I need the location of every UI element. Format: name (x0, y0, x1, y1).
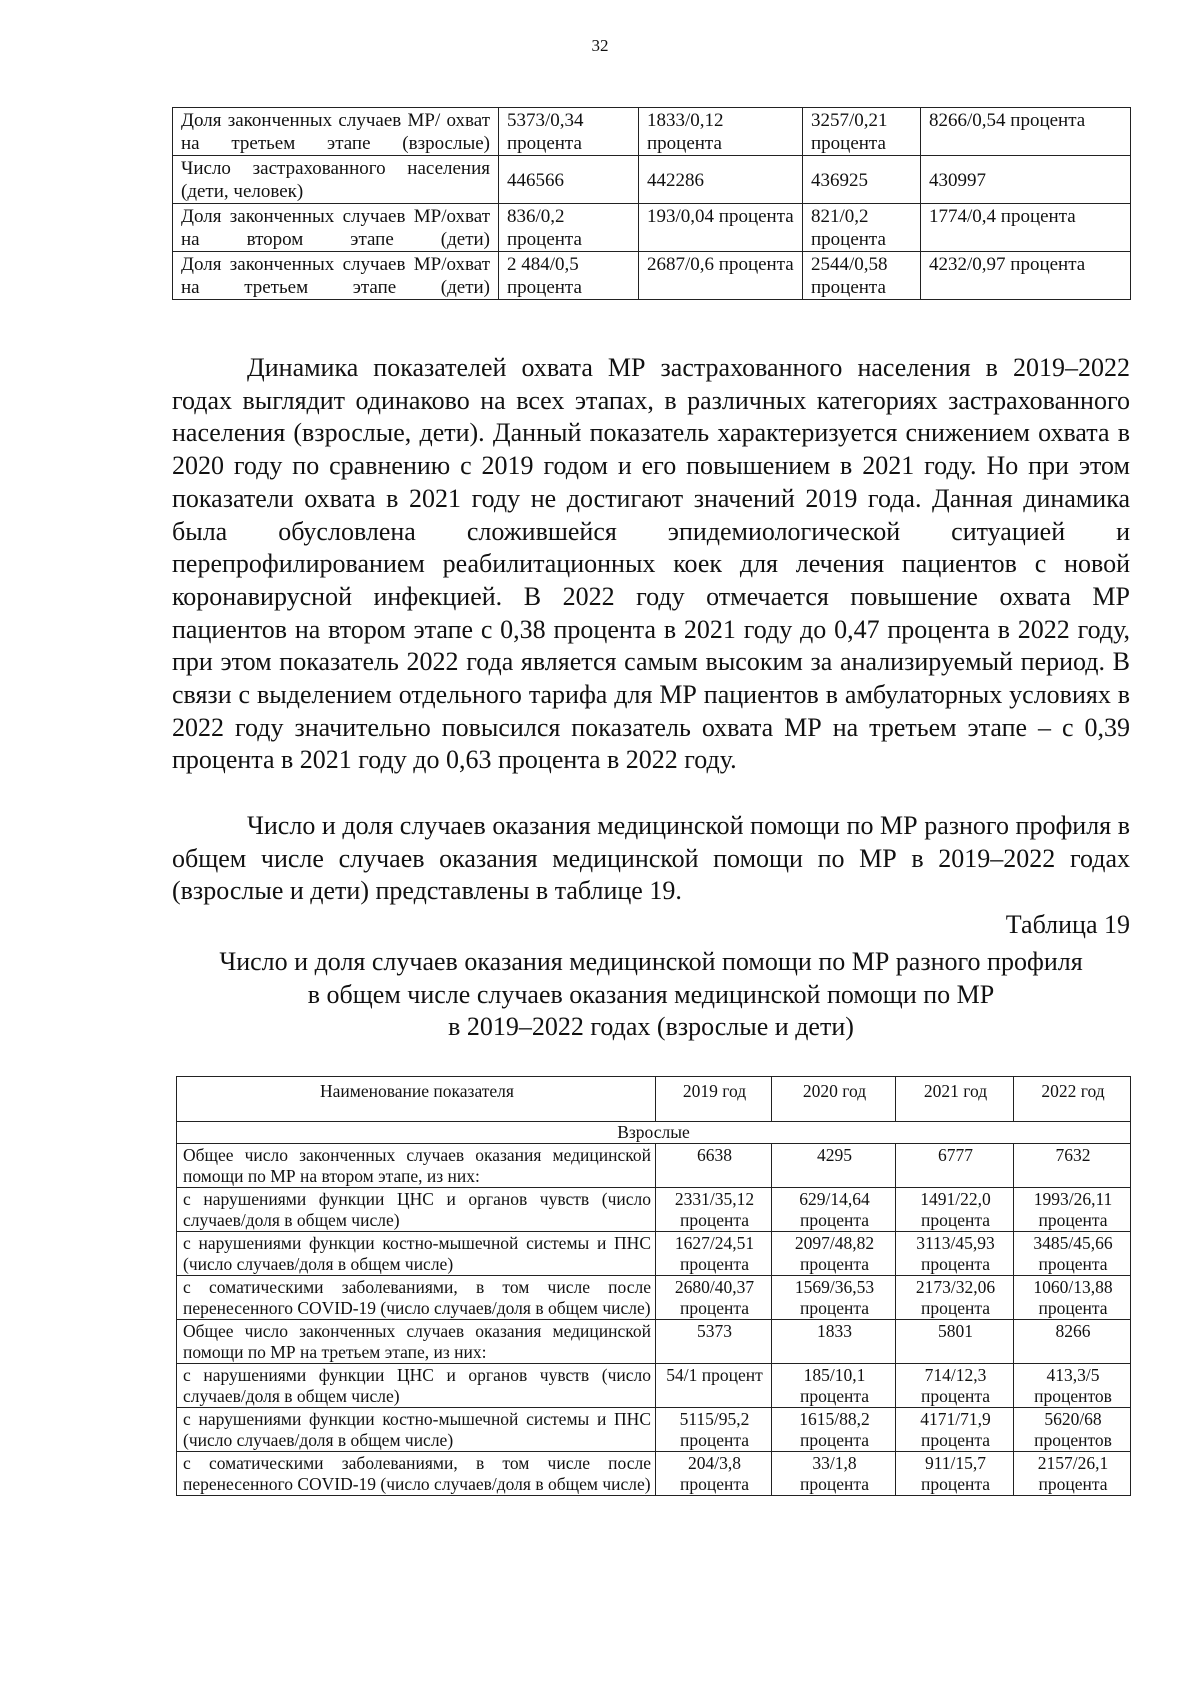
cell-2021: 911/15,7 процента (896, 1452, 1014, 1496)
table-row (177, 1232, 1131, 1276)
cell-2019: 204/3,8 процента (656, 1452, 772, 1496)
table-title (172, 946, 1130, 1044)
cell-2019: 2331/35,12 процента (656, 1188, 772, 1232)
cell-2019: 5373/0,34 процента (499, 108, 639, 156)
cell-2020: 2687/0,6 процента (639, 252, 803, 300)
cell-2019: 446566 (499, 156, 639, 204)
cell-2021: 3113/45,93 процента (896, 1232, 1014, 1276)
cell-2022: 413,3/5 процентов (1014, 1364, 1131, 1408)
table-19 (176, 1076, 1131, 1496)
cell-2022: 1774/0,4 процента (921, 204, 1131, 252)
paragraph-table-intro: Число и доля случаев оказания медицинской помощи по МР разного профиля в общем числе случаев оказания медицинской помощи по МР в 2019–2022 годах (взрослые и дети) представлены в таблице 19. (172, 811, 1130, 906)
cell-2019: 54/1 процент (656, 1364, 772, 1408)
table-row (177, 1276, 1131, 1320)
cell-2020: 1569/36,53 процента (772, 1276, 896, 1320)
cell-2021: 436925 (803, 156, 921, 204)
row-label: с соматическими заболеваниями, в том числе после перенесенного COVID-19 (число случаев/доля в общем числе) (177, 1452, 656, 1496)
paragraph-dynamics: Динамика показателей охвата МР застрахованного населения в 2019–2022 годах выглядит одинаково на всех этапах, в различных категориях застрахованного населения (взрослые, дети). Данный показатель характеризуется снижением охвата в 2020 году по сравнению с 2019 годом и его повышением в 2021 году. Но при этом показатели охвата в 2021 году не достигают значений 2019 года. Данная динамика была обусловлена сложившейся эпидемиологической ситуацией и перепрофилированием реабилитационных коек для лечения пациентов с новой коронавирусной инфекцией. В 2022 году отмечается повышение охвата МР пациентов на втором этапе с 0,38 процента в 2021 году до 0,47 процента в 2022 году, при этом показатель 2022 года является самым высоким за анализируемый период. В связи с выделением отдельного тарифа для МР пациентов в амбулаторных условиях в 2022 году значительно повысился показатель охвата МР на третьем этапе – с 0,39 процента в 2021 году до 0,63 процента в 2022 году. (172, 353, 1130, 775)
header-name: Наименование показателя (177, 1077, 656, 1122)
cell-2019: 2 484/0,5 процента (499, 252, 639, 300)
cell-2020: 1833/0,12 процента (639, 108, 803, 156)
section-label: Взрослые (177, 1122, 1131, 1144)
row-label: Число застрахованного населения (дети, человек) (173, 156, 499, 204)
cell-2022: 7632 (1014, 1144, 1131, 1188)
cell-2019: 1627/24,51 процента (656, 1232, 772, 1276)
cell-2022: 4232/0,97 процента (921, 252, 1131, 300)
row-label: Общее число законченных случаев оказания медицинской помощи по МР на втором этапе, из них: (177, 1144, 656, 1188)
cell-2022: 5620/68 процентов (1014, 1408, 1131, 1452)
cell-2021: 2544/0,58 процента (803, 252, 921, 300)
row-label: Общее число законченных случаев оказания медицинской помощи по МР на третьем этапе, из них: (177, 1320, 656, 1364)
cell-2022: 3485/45,66 процента (1014, 1232, 1131, 1276)
table-row (177, 1320, 1131, 1364)
table-row (177, 1188, 1131, 1232)
cell-2019: 6638 (656, 1144, 772, 1188)
cell-2022: 8266 (1014, 1320, 1131, 1364)
page-number: 32 (591, 36, 609, 55)
cell-2022: 2157/26,1 процента (1014, 1452, 1131, 1496)
cell-2021: 6777 (896, 1144, 1014, 1188)
cell-2020: 1615/88,2 процента (772, 1408, 896, 1452)
table-row (173, 252, 1131, 300)
table-label: Таблица 19 (1005, 910, 1130, 939)
cell-2021: 821/0,2 процента (803, 204, 921, 252)
table-row (177, 1144, 1131, 1188)
cell-2022: 1993/26,11 процента (1014, 1188, 1131, 1232)
section-row (177, 1122, 1131, 1144)
table-row (177, 1452, 1131, 1496)
cell-2022: 430997 (921, 156, 1131, 204)
cell-2020: 1833 (772, 1320, 896, 1364)
cell-2020: 2097/48,82 процента (772, 1232, 896, 1276)
cell-2021: 1491/22,0 процента (896, 1188, 1014, 1232)
cell-2020: 442286 (639, 156, 803, 204)
header-2019: 2019 год (656, 1077, 772, 1122)
cell-2019: 5373 (656, 1320, 772, 1364)
cell-2020: 33/1,8 процента (772, 1452, 896, 1496)
table-row (177, 1408, 1131, 1452)
row-label: с нарушениями функции ЦНС и органов чувств (число случаев/доля в общем числе) (177, 1364, 656, 1408)
cell-2020: 193/0,04 процента (639, 204, 803, 252)
summary-table (172, 107, 1131, 300)
header-2022: 2022 год (1014, 1077, 1131, 1122)
row-label: Доля законченных случаев МР/ охват на третьем этапе (взрослые) (173, 108, 499, 156)
cell-2019: 2680/40,37 процента (656, 1276, 772, 1320)
table-header-row (177, 1077, 1131, 1122)
row-label: с нарушениями функции ЦНС и органов чувств (число случаев/доля в общем числе) (177, 1188, 656, 1232)
table-row (173, 156, 1131, 204)
cell-2019: 5115/95,2 процента (656, 1408, 772, 1452)
table-title-line: Число и доля случаев оказания медицинской помощи по МР разного профиля (219, 947, 1083, 976)
cell-2021: 4171/71,9 процента (896, 1408, 1014, 1452)
table-title-line: в 2019–2022 годах (взрослые и дети) (448, 1012, 854, 1042)
table-title-line: в общем числе случаев оказания медицинской помощи по МР (307, 979, 995, 1009)
row-label: с нарушениями функции костно-мышечной системы и ПНС (число случаев/доля в общем числе) (177, 1232, 656, 1276)
table-row (173, 108, 1131, 156)
row-label: Доля законченных случаев МР/охват на третьем этапе (дети) (173, 252, 499, 300)
cell-2021: 5801 (896, 1320, 1014, 1364)
row-label: Доля законченных случаев МР/охват на втором этапе (дети) (173, 204, 499, 252)
header-2020: 2020 год (772, 1077, 896, 1122)
cell-2022: 8266/0,54 процента (921, 108, 1131, 156)
cell-2019: 836/0,2 процента (499, 204, 639, 252)
header-2021: 2021 год (896, 1077, 1014, 1122)
cell-2020: 185/10,1 процента (772, 1364, 896, 1408)
table-row (177, 1364, 1131, 1408)
cell-2022: 1060/13,88 процента (1014, 1276, 1131, 1320)
cell-2021: 3257/0,21 процента (803, 108, 921, 156)
cell-2021: 714/12,3 процента (896, 1364, 1014, 1408)
cell-2021: 2173/32,06 процента (896, 1276, 1014, 1320)
row-label: с соматическими заболеваниями, в том числе после перенесенного COVID-19 (число случаев/доля в общем числе) (177, 1276, 656, 1320)
cell-2020: 4295 (772, 1144, 896, 1188)
cell-2020: 629/14,64 процента (772, 1188, 896, 1232)
row-label: с нарушениями функции костно-мышечной системы и ПНС (число случаев/доля в общем числе) (177, 1408, 656, 1452)
table-row (173, 204, 1131, 252)
